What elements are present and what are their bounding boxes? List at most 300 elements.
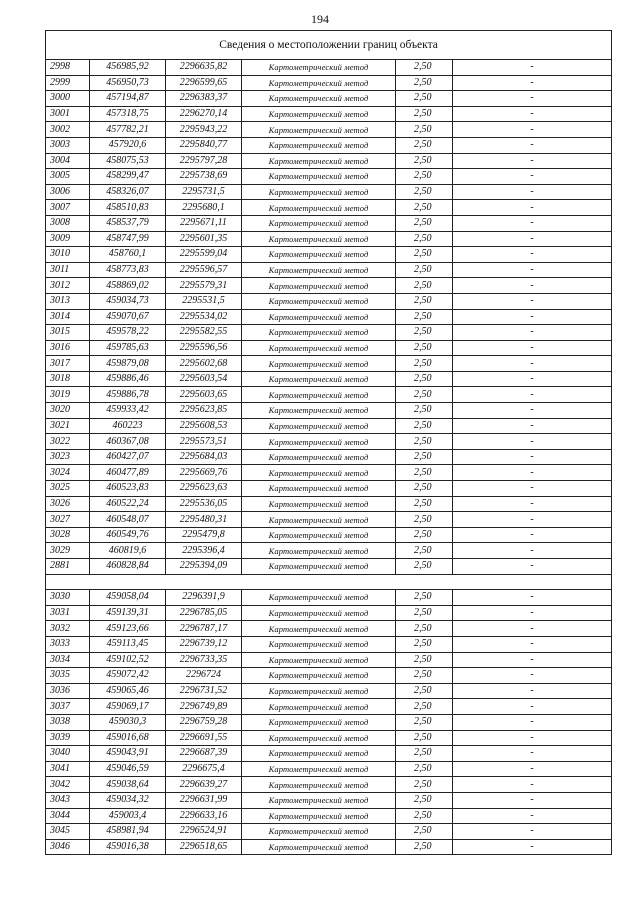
accuracy-cell: 2,50 <box>396 231 453 247</box>
x-coordinate-cell: 457920,6 <box>90 137 166 153</box>
point-number-cell: 3021 <box>46 418 90 434</box>
point-number-cell: 3032 <box>46 621 90 637</box>
point-number-cell: 3031 <box>46 605 90 621</box>
table-row <box>46 403 612 419</box>
table-title: Сведения о местоположении границ объекта <box>46 31 612 60</box>
table-row <box>46 824 612 840</box>
point-number-cell: 3043 <box>46 792 90 808</box>
table-row <box>46 527 612 543</box>
point-number-cell: 3026 <box>46 496 90 512</box>
accuracy-cell: 2,50 <box>396 824 453 840</box>
method-cell: Картометрический метод <box>242 293 396 309</box>
y-coordinate-cell: 2295623,85 <box>166 403 242 419</box>
x-coordinate-cell: 460522,24 <box>90 496 166 512</box>
page-number: 194 <box>311 12 329 26</box>
description-cell: - <box>453 543 612 559</box>
point-number-cell: 3045 <box>46 824 90 840</box>
method-cell: Картометрический метод <box>242 465 396 481</box>
x-coordinate-cell: 459069,17 <box>90 699 166 715</box>
table-row <box>46 231 612 247</box>
point-number-cell: 3033 <box>46 636 90 652</box>
description-cell: - <box>453 636 612 652</box>
y-coordinate-cell: 2296749,89 <box>166 699 242 715</box>
y-coordinate-cell: 2295603,65 <box>166 387 242 403</box>
description-cell: - <box>453 200 612 216</box>
point-number-cell: 3007 <box>46 200 90 216</box>
method-cell: Картометрический метод <box>242 730 396 746</box>
accuracy-cell: 2,50 <box>396 621 453 637</box>
boundary-table <box>45 30 612 855</box>
table-row <box>46 621 612 637</box>
method-cell: Картометрический метод <box>242 481 396 497</box>
method-cell: Картометрический метод <box>242 356 396 372</box>
point-number-cell: 3002 <box>46 122 90 138</box>
method-cell: Картометрический метод <box>242 371 396 387</box>
method-cell: Картометрический метод <box>242 418 396 434</box>
accuracy-cell: 2,50 <box>396 403 453 419</box>
y-coordinate-cell: 2296639,27 <box>166 777 242 793</box>
x-coordinate-cell: 460819,6 <box>90 543 166 559</box>
x-coordinate-cell: 459065,46 <box>90 683 166 699</box>
accuracy-cell: 2,50 <box>396 262 453 278</box>
description-cell: - <box>453 356 612 372</box>
accuracy-cell: 2,50 <box>396 215 453 231</box>
description-cell: - <box>453 761 612 777</box>
accuracy-cell: 2,50 <box>396 278 453 294</box>
x-coordinate-cell: 459578,22 <box>90 325 166 341</box>
method-cell: Картометрический метод <box>242 761 396 777</box>
method-cell: Картометрический метод <box>242 839 396 855</box>
accuracy-cell: 2,50 <box>396 169 453 185</box>
accuracy-cell: 2,50 <box>396 746 453 762</box>
method-cell: Картометрический метод <box>242 527 396 543</box>
accuracy-cell: 2,50 <box>396 683 453 699</box>
method-cell: Картометрический метод <box>242 153 396 169</box>
method-cell: Картометрический метод <box>242 590 396 606</box>
method-cell: Картометрический метод <box>242 824 396 840</box>
method-cell: Картометрический метод <box>242 808 396 824</box>
x-coordinate-cell: 459003,4 <box>90 808 166 824</box>
x-coordinate-cell: 459113,45 <box>90 636 166 652</box>
y-coordinate-cell: 2295479,8 <box>166 527 242 543</box>
table-row <box>46 481 612 497</box>
x-coordinate-cell: 458773,83 <box>90 262 166 278</box>
table-row <box>46 169 612 185</box>
x-coordinate-cell: 460548,07 <box>90 512 166 528</box>
table-row <box>46 512 612 528</box>
point-number-cell: 3030 <box>46 590 90 606</box>
y-coordinate-cell: 2295582,55 <box>166 325 242 341</box>
point-number-cell: 3014 <box>46 309 90 325</box>
point-number-cell: 3012 <box>46 278 90 294</box>
accuracy-cell: 2,50 <box>396 325 453 341</box>
table-block-2 <box>46 590 612 855</box>
accuracy-cell: 2,50 <box>396 714 453 730</box>
y-coordinate-cell: 2295680,1 <box>166 200 242 216</box>
description-cell: - <box>453 590 612 606</box>
table-row <box>46 605 612 621</box>
table-row <box>46 590 612 606</box>
table-spacer <box>46 574 612 590</box>
method-cell: Картометрический метод <box>242 668 396 684</box>
table-row <box>46 465 612 481</box>
y-coordinate-cell: 2296691,55 <box>166 730 242 746</box>
description-cell: - <box>453 215 612 231</box>
description-cell: - <box>453 652 612 668</box>
accuracy-cell: 2,50 <box>396 652 453 668</box>
point-number-cell: 2999 <box>46 75 90 91</box>
method-cell: Картометрический метод <box>242 636 396 652</box>
x-coordinate-cell: 456950,73 <box>90 75 166 91</box>
method-cell: Картометрический метод <box>242 169 396 185</box>
table-row <box>46 356 612 372</box>
method-cell: Картометрический метод <box>242 714 396 730</box>
point-number-cell: 3016 <box>46 340 90 356</box>
method-cell: Картометрический метод <box>242 652 396 668</box>
y-coordinate-cell: 2295797,28 <box>166 153 242 169</box>
description-cell: - <box>453 777 612 793</box>
accuracy-cell: 2,50 <box>396 527 453 543</box>
method-cell: Картометрический метод <box>242 231 396 247</box>
point-number-cell: 3018 <box>46 371 90 387</box>
method-cell: Картометрический метод <box>242 60 396 76</box>
point-number-cell: 3013 <box>46 293 90 309</box>
y-coordinate-cell: 2296675,4 <box>166 761 242 777</box>
point-number-cell: 3020 <box>46 403 90 419</box>
y-coordinate-cell: 2295684,03 <box>166 449 242 465</box>
y-coordinate-cell: 2295623,63 <box>166 481 242 497</box>
accuracy-cell: 2,50 <box>396 465 453 481</box>
table-row <box>46 137 612 153</box>
method-cell: Картометрический метод <box>242 200 396 216</box>
accuracy-cell: 2,50 <box>396 91 453 107</box>
table-row <box>46 714 612 730</box>
table-row <box>46 340 612 356</box>
x-coordinate-cell: 460549,76 <box>90 527 166 543</box>
description-cell: - <box>453 808 612 824</box>
accuracy-cell: 2,50 <box>396 730 453 746</box>
y-coordinate-cell: 2296739,12 <box>166 636 242 652</box>
accuracy-cell: 2,50 <box>396 496 453 512</box>
method-cell: Картометрический метод <box>242 746 396 762</box>
y-coordinate-cell: 2295573,51 <box>166 434 242 450</box>
point-number-cell: 3019 <box>46 387 90 403</box>
method-cell: Картометрический метод <box>242 496 396 512</box>
table-row <box>46 184 612 200</box>
description-cell: - <box>453 824 612 840</box>
x-coordinate-cell: 458747,99 <box>90 231 166 247</box>
x-coordinate-cell: 456985,92 <box>90 60 166 76</box>
x-coordinate-cell: 459016,68 <box>90 730 166 746</box>
point-number-cell: 3004 <box>46 153 90 169</box>
accuracy-cell: 2,50 <box>396 559 453 575</box>
accuracy-cell: 2,50 <box>396 543 453 559</box>
table-row <box>46 215 612 231</box>
y-coordinate-cell: 2295738,69 <box>166 169 242 185</box>
method-cell: Картометрический метод <box>242 777 396 793</box>
method-cell: Картометрический метод <box>242 683 396 699</box>
y-coordinate-cell: 2296631,99 <box>166 792 242 808</box>
method-cell: Картометрический метод <box>242 262 396 278</box>
point-number-cell: 3029 <box>46 543 90 559</box>
description-cell: - <box>453 309 612 325</box>
accuracy-cell: 2,50 <box>396 247 453 263</box>
method-cell: Картометрический метод <box>242 137 396 153</box>
description-cell: - <box>453 106 612 122</box>
x-coordinate-cell: 459070,67 <box>90 309 166 325</box>
table-row <box>46 792 612 808</box>
y-coordinate-cell: 2296383,37 <box>166 91 242 107</box>
y-coordinate-cell: 2296635,82 <box>166 60 242 76</box>
point-number-cell: 3038 <box>46 714 90 730</box>
x-coordinate-cell: 459886,78 <box>90 387 166 403</box>
method-cell: Картометрический метод <box>242 247 396 263</box>
method-cell: Картометрический метод <box>242 387 396 403</box>
table-row <box>46 418 612 434</box>
accuracy-cell: 2,50 <box>396 777 453 793</box>
y-coordinate-cell: 2295608,53 <box>166 418 242 434</box>
point-number-cell: 2881 <box>46 559 90 575</box>
x-coordinate-cell: 459785,63 <box>90 340 166 356</box>
table-row <box>46 153 612 169</box>
table-row <box>46 106 612 122</box>
point-number-cell: 3028 <box>46 527 90 543</box>
x-coordinate-cell: 458869,02 <box>90 278 166 294</box>
description-cell: - <box>453 730 612 746</box>
y-coordinate-cell: 2296759,28 <box>166 714 242 730</box>
accuracy-cell: 2,50 <box>396 839 453 855</box>
method-cell: Картометрический метод <box>242 325 396 341</box>
description-cell: - <box>453 91 612 107</box>
accuracy-cell: 2,50 <box>396 371 453 387</box>
table-block-1 <box>46 60 612 575</box>
spacer-cell <box>46 574 612 590</box>
accuracy-cell: 2,50 <box>396 761 453 777</box>
y-coordinate-cell: 2295596,56 <box>166 340 242 356</box>
table-row <box>46 808 612 824</box>
y-coordinate-cell: 2295840,77 <box>166 137 242 153</box>
x-coordinate-cell: 459879,08 <box>90 356 166 372</box>
y-coordinate-cell: 2295603,54 <box>166 371 242 387</box>
y-coordinate-cell: 2295602,68 <box>166 356 242 372</box>
description-cell: - <box>453 325 612 341</box>
table-row <box>46 278 612 294</box>
description-cell: - <box>453 449 612 465</box>
y-coordinate-cell: 2295601,35 <box>166 231 242 247</box>
accuracy-cell: 2,50 <box>396 449 453 465</box>
x-coordinate-cell: 458510,83 <box>90 200 166 216</box>
x-coordinate-cell: 459038,64 <box>90 777 166 793</box>
table-row <box>46 559 612 575</box>
point-number-cell: 3027 <box>46 512 90 528</box>
point-number-cell: 3006 <box>46 184 90 200</box>
accuracy-cell: 2,50 <box>396 137 453 153</box>
point-number-cell: 3044 <box>46 808 90 824</box>
y-coordinate-cell: 2295534,02 <box>166 309 242 325</box>
x-coordinate-cell: 458299,47 <box>90 169 166 185</box>
point-number-cell: 3015 <box>46 325 90 341</box>
point-number-cell: 3042 <box>46 777 90 793</box>
point-number-cell: 3022 <box>46 434 90 450</box>
x-coordinate-cell: 459043,91 <box>90 746 166 762</box>
description-cell: - <box>453 418 612 434</box>
description-cell: - <box>453 137 612 153</box>
point-number-cell: 3037 <box>46 699 90 715</box>
point-number-cell: 3035 <box>46 668 90 684</box>
accuracy-cell: 2,50 <box>396 434 453 450</box>
accuracy-cell: 2,50 <box>396 808 453 824</box>
y-coordinate-cell: 2296724 <box>166 668 242 684</box>
x-coordinate-cell: 459886,46 <box>90 371 166 387</box>
description-cell: - <box>453 512 612 528</box>
accuracy-cell: 2,50 <box>396 636 453 652</box>
x-coordinate-cell: 459139,31 <box>90 605 166 621</box>
point-number-cell: 3034 <box>46 652 90 668</box>
method-cell: Картометрический метод <box>242 278 396 294</box>
table-row <box>46 839 612 855</box>
y-coordinate-cell: 2296599,65 <box>166 75 242 91</box>
accuracy-cell: 2,50 <box>396 200 453 216</box>
method-cell: Картометрический метод <box>242 340 396 356</box>
y-coordinate-cell: 2295480,31 <box>166 512 242 528</box>
accuracy-cell: 2,50 <box>396 340 453 356</box>
x-coordinate-cell: 459016,38 <box>90 839 166 855</box>
x-coordinate-cell: 459058,04 <box>90 590 166 606</box>
method-cell: Картометрический метод <box>242 75 396 91</box>
accuracy-cell: 2,50 <box>396 106 453 122</box>
x-coordinate-cell: 459123,66 <box>90 621 166 637</box>
accuracy-cell: 2,50 <box>396 309 453 325</box>
description-cell: - <box>453 559 612 575</box>
x-coordinate-cell: 459933,42 <box>90 403 166 419</box>
table-row <box>46 122 612 138</box>
x-coordinate-cell: 460223 <box>90 418 166 434</box>
description-cell: - <box>453 746 612 762</box>
accuracy-cell: 2,50 <box>396 60 453 76</box>
y-coordinate-cell: 2296518,65 <box>166 839 242 855</box>
y-coordinate-cell: 2295579,31 <box>166 278 242 294</box>
description-cell: - <box>453 683 612 699</box>
x-coordinate-cell: 459030,3 <box>90 714 166 730</box>
point-number-cell: 3000 <box>46 91 90 107</box>
point-number-cell: 3036 <box>46 683 90 699</box>
description-cell: - <box>453 371 612 387</box>
description-cell: - <box>453 184 612 200</box>
method-cell: Картометрический метод <box>242 215 396 231</box>
y-coordinate-cell: 2296733,35 <box>166 652 242 668</box>
table-row <box>46 777 612 793</box>
y-coordinate-cell: 2296270,14 <box>166 106 242 122</box>
point-number-cell: 3039 <box>46 730 90 746</box>
method-cell: Картометрический метод <box>242 792 396 808</box>
x-coordinate-cell: 460427,07 <box>90 449 166 465</box>
y-coordinate-cell: 2295671,11 <box>166 215 242 231</box>
point-number-cell: 3046 <box>46 839 90 855</box>
accuracy-cell: 2,50 <box>396 699 453 715</box>
x-coordinate-cell: 460477,89 <box>90 465 166 481</box>
table-row <box>46 668 612 684</box>
description-cell: - <box>453 122 612 138</box>
accuracy-cell: 2,50 <box>396 512 453 528</box>
method-cell: Картометрический метод <box>242 605 396 621</box>
y-coordinate-cell: 2295596,57 <box>166 262 242 278</box>
point-number-cell: 3024 <box>46 465 90 481</box>
y-coordinate-cell: 2295669,76 <box>166 465 242 481</box>
point-number-cell: 3001 <box>46 106 90 122</box>
method-cell: Картометрический метод <box>242 512 396 528</box>
description-cell: - <box>453 714 612 730</box>
x-coordinate-cell: 458075,53 <box>90 153 166 169</box>
description-cell: - <box>453 387 612 403</box>
table-row <box>46 636 612 652</box>
table-row <box>46 730 612 746</box>
y-coordinate-cell: 2295396,4 <box>166 543 242 559</box>
description-cell: - <box>453 169 612 185</box>
table-row <box>46 434 612 450</box>
x-coordinate-cell: 458537,79 <box>90 215 166 231</box>
table-row <box>46 325 612 341</box>
point-number-cell: 3003 <box>46 137 90 153</box>
description-cell: - <box>453 465 612 481</box>
table-row <box>46 496 612 512</box>
table-row <box>46 60 612 76</box>
description-cell: - <box>453 153 612 169</box>
accuracy-cell: 2,50 <box>396 184 453 200</box>
description-cell: - <box>453 668 612 684</box>
table-row <box>46 699 612 715</box>
accuracy-cell: 2,50 <box>396 75 453 91</box>
y-coordinate-cell: 2296787,17 <box>166 621 242 637</box>
point-number-cell: 3008 <box>46 215 90 231</box>
method-cell: Картометрический метод <box>242 543 396 559</box>
table-row <box>46 75 612 91</box>
x-coordinate-cell: 459034,73 <box>90 293 166 309</box>
x-coordinate-cell: 458760,1 <box>90 247 166 263</box>
y-coordinate-cell: 2295531,5 <box>166 293 242 309</box>
table-row <box>46 449 612 465</box>
x-coordinate-cell: 458981,94 <box>90 824 166 840</box>
description-cell: - <box>453 699 612 715</box>
method-cell: Картометрический метод <box>242 91 396 107</box>
table-row <box>46 387 612 403</box>
description-cell: - <box>453 247 612 263</box>
description-cell: - <box>453 434 612 450</box>
point-number-cell: 3009 <box>46 231 90 247</box>
table-row <box>46 761 612 777</box>
description-cell: - <box>453 605 612 621</box>
description-cell: - <box>453 75 612 91</box>
accuracy-cell: 2,50 <box>396 122 453 138</box>
method-cell: Картометрический метод <box>242 122 396 138</box>
point-number-cell: 3010 <box>46 247 90 263</box>
method-cell: Картометрический метод <box>242 309 396 325</box>
point-number-cell: 3005 <box>46 169 90 185</box>
y-coordinate-cell: 2295394,09 <box>166 559 242 575</box>
method-cell: Картометрический метод <box>242 559 396 575</box>
table-row <box>46 200 612 216</box>
table-row <box>46 293 612 309</box>
y-coordinate-cell: 2296524,91 <box>166 824 242 840</box>
point-number-cell: 2998 <box>46 60 90 76</box>
method-cell: Картометрический метод <box>242 434 396 450</box>
point-number-cell: 3011 <box>46 262 90 278</box>
table-title-row <box>46 31 612 60</box>
table-row <box>46 262 612 278</box>
description-cell: - <box>453 278 612 294</box>
point-number-cell: 3041 <box>46 761 90 777</box>
x-coordinate-cell: 459034,32 <box>90 792 166 808</box>
method-cell: Картометрический метод <box>242 621 396 637</box>
